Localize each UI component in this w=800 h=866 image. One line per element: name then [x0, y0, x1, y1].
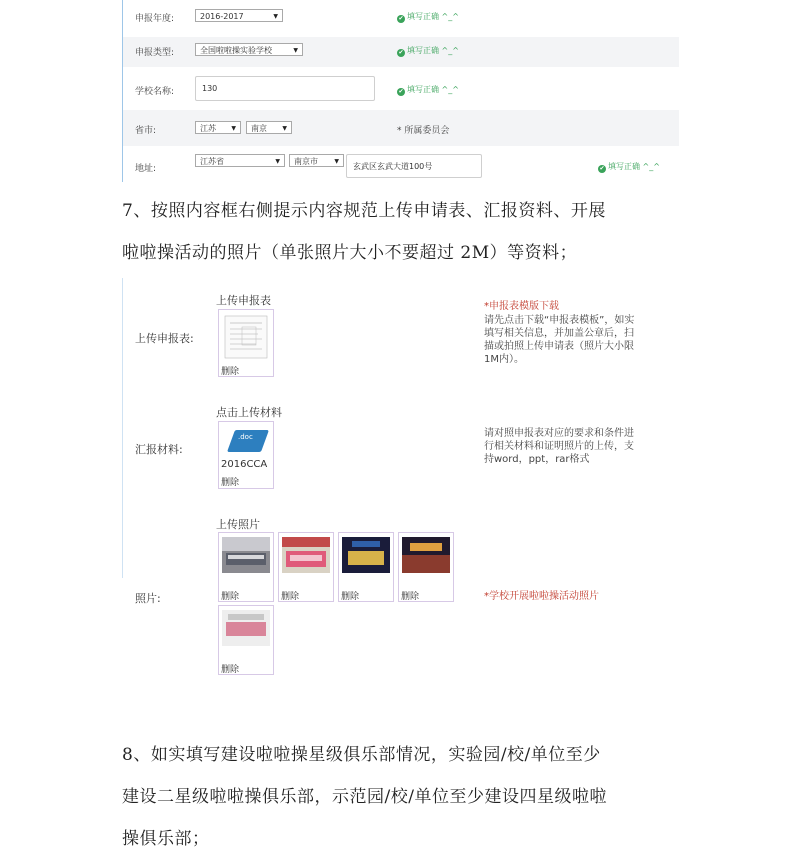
street-input[interactable]: 玄武区玄武大道100号 [346, 154, 482, 178]
chevron-down-icon: ▼ [273, 13, 278, 20]
chevron-down-icon: ▼ [334, 158, 339, 165]
photo-thumb[interactable] [218, 605, 274, 675]
step7-line1: 7、按照内容框右侧提示内容规范上传申请表、汇报资料、开展 [122, 201, 606, 221]
delete-link[interactable]: 删除 [221, 478, 240, 488]
photo-thumb[interactable] [338, 532, 394, 602]
team-photo-image [222, 610, 270, 646]
address-city-select[interactable] [289, 154, 344, 167]
ok-text: 填写正确 ^_^ [608, 162, 660, 171]
template-download-link[interactable]: *申报表模版下载 [484, 301, 559, 312]
address-province-select[interactable] [195, 154, 285, 167]
hint-line: 持word，ppt，rar格式 [484, 454, 590, 465]
address-city-value: 南京市 [294, 157, 318, 166]
step7-line2: 啦啦操活动的照片（单张照片大小不要超过 2M）等资料； [122, 243, 578, 263]
type-ok [397, 45, 459, 57]
year-value: 2016-2017 [200, 12, 244, 21]
file-name: 2016CCA [221, 459, 268, 470]
school-input[interactable]: 130 [195, 76, 375, 101]
doc-badge: .doc [238, 433, 253, 441]
address-label: 地址: [135, 164, 157, 174]
city-label: 省市: [135, 126, 157, 136]
delete-link[interactable]: 删除 [341, 592, 360, 602]
address-ok [598, 161, 660, 173]
group-photo-image [222, 537, 270, 573]
delete-link[interactable]: 删除 [281, 592, 300, 602]
year-select[interactable] [195, 9, 283, 22]
type-value: 全国啦啦操实验学校 [200, 46, 272, 55]
type-label: 申报类型: [135, 48, 175, 58]
photo-thumb[interactable] [278, 532, 334, 602]
check-icon: ✔ [398, 15, 404, 22]
type-select[interactable] [195, 43, 303, 56]
ok-text: 填写正确 ^_^ [407, 12, 459, 21]
photo-thumb[interactable] [218, 532, 274, 602]
hint-line: 填写相关信息，并加盖公章后，扫 [484, 328, 634, 339]
upload-material-thumb[interactable] [218, 421, 274, 489]
chevron-down-icon: ▼ [282, 125, 287, 132]
photos-hint: *学校开展啦啦操活动照片 [484, 591, 599, 602]
chevron-down-icon: ▼ [293, 47, 298, 54]
delete-link[interactable]: 删除 [401, 592, 420, 602]
delete-link[interactable]: 删除 [221, 665, 240, 675]
upload-material-hint [484, 427, 634, 466]
chevron-down-icon: ▼ [275, 158, 280, 165]
chevron-down-icon: ▼ [231, 125, 236, 132]
province-value: 江苏 [200, 124, 216, 133]
check-icon: ✔ [398, 88, 404, 95]
step8-line3: 操俱乐部； [122, 829, 210, 849]
step8-line2: 建设二星级啦啦操俱乐部，示范园/校/单位至少建设四星级啦啦 [122, 787, 607, 807]
form-document-icon [222, 314, 270, 360]
school-label: 学校名称: [135, 87, 175, 97]
upload-form-hint [484, 314, 634, 366]
committee-note: * 所属委员会 [397, 126, 450, 136]
upload-photos-label: 照片: [135, 592, 161, 605]
photo-thumb[interactable] [398, 532, 454, 602]
upload-material-title[interactable]: 点击上传材料 [216, 406, 282, 419]
performance-photo-image [402, 537, 450, 573]
stage-photo-image [342, 537, 390, 573]
year-ok [397, 11, 459, 23]
upload-photos-title[interactable]: 上传照片 [216, 518, 260, 531]
delete-link[interactable]: 删除 [221, 592, 240, 602]
upload-form-title[interactable]: 上传申报表 [216, 294, 271, 307]
hint-line: 描或拍照上传申请表（照片大小限 [484, 341, 634, 352]
step8-line1: 8、如实填写建设啦啦操星级俱乐部情况，实验园/校/单位至少 [122, 745, 601, 765]
school-ok [397, 84, 459, 96]
address-province-value: 江苏省 [200, 157, 224, 166]
upload-form-thumb[interactable] [218, 309, 274, 377]
hint-line: 1M内）。 [484, 354, 524, 365]
upload-material-label: 汇报材料: [135, 443, 183, 456]
hint-line: 请对照申报表对应的要求和条件进 [484, 428, 634, 439]
year-label: 申报年度: [135, 14, 175, 24]
hint-line: 请先点击下载“申报表模板”，如实 [484, 315, 635, 326]
hint-line: 行相关材料和证明照片的上传，支 [484, 441, 634, 452]
check-icon: ✔ [398, 49, 404, 56]
upload-form-label: 上传申报表: [135, 332, 194, 345]
city-value: 南京 [251, 124, 267, 133]
province-select[interactable] [195, 121, 241, 134]
upload-panel-border [122, 278, 123, 578]
check-icon: ✔ [599, 165, 605, 172]
city-select[interactable] [246, 121, 292, 134]
ok-text: 填写正确 ^_^ [407, 85, 459, 94]
delete-link[interactable]: 删除 [221, 367, 240, 377]
ok-text: 填写正确 ^_^ [407, 46, 459, 55]
cheer-photo-image [282, 537, 330, 573]
